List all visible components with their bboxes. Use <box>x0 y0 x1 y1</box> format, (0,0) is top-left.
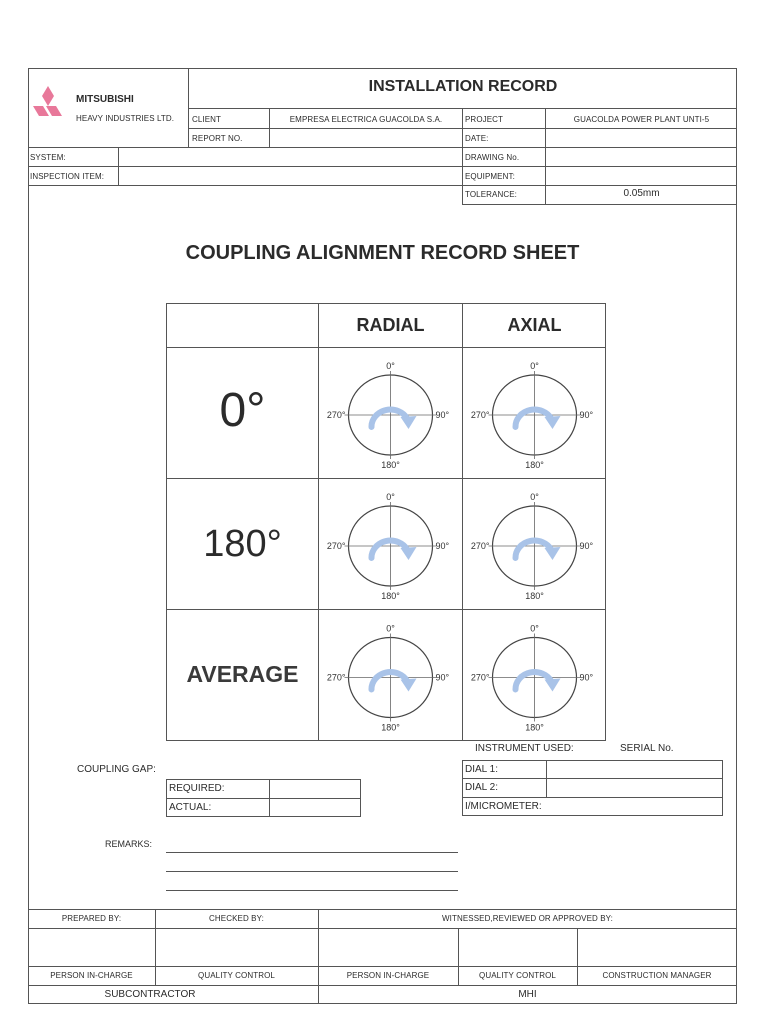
mitsubishi-logo <box>32 84 72 124</box>
role-person-in-charge: PERSON IN-CHARGE <box>346 971 430 980</box>
prepared-by-label: PREPARED BY: <box>61 914 122 923</box>
dial-label-top: 0° <box>386 492 395 502</box>
curved-arrow-icon <box>371 410 416 429</box>
date-label: DATE: <box>465 134 489 143</box>
report-no-label: REPORT NO. <box>192 134 243 143</box>
checked-signature-field[interactable] <box>156 929 317 965</box>
checked-by-label: CHECKED BY: <box>209 914 264 923</box>
role-person-in-charge: PERSON IN-CHARGE <box>50 971 133 980</box>
circular-dial-icon <box>319 348 462 478</box>
coupling-gap-label: COUPLING GAP: <box>77 764 156 775</box>
subcontractor-label: SUBCONTRACTOR <box>104 989 196 1000</box>
inspection-item-label: INSPECTION ITEM: <box>30 172 105 181</box>
dial-label-top: 0° <box>386 361 395 371</box>
system-label: SYSTEM: <box>30 153 66 162</box>
curved-arrow-icon <box>371 541 416 560</box>
client-label: CLIENT <box>192 115 222 124</box>
project-label: PROJECT <box>465 115 504 124</box>
required-label: REQUIRED: <box>169 783 225 794</box>
role-quality-control: QUALITY CONTROL <box>198 971 275 980</box>
circular-dial-icon <box>319 479 462 609</box>
role-quality-control: QUALITY CONTROL <box>479 971 556 980</box>
divider <box>269 779 270 817</box>
divider <box>28 147 737 148</box>
remarks-line[interactable] <box>166 871 458 872</box>
col-header-radial: RADIAL <box>356 315 425 335</box>
micrometer-label: I/MICROMETER: <box>465 801 542 812</box>
divider <box>462 204 737 205</box>
row-label-0: 0° <box>219 384 266 437</box>
circular-dial-icon <box>463 610 606 741</box>
mhi-qc-signature-field[interactable] <box>459 929 576 965</box>
row-label-average: AVERAGE <box>186 661 299 687</box>
dial-label-bottom: 180° <box>381 591 400 601</box>
circular-dial-icon <box>463 479 606 609</box>
dial-label-top: 0° <box>530 492 539 502</box>
actual-field[interactable] <box>271 799 360 816</box>
three-diamonds-logo <box>32 84 72 124</box>
tolerance-label: TOLERANCE: <box>465 190 517 199</box>
remarks-line[interactable] <box>166 852 458 853</box>
curved-arrow-icon <box>515 410 560 429</box>
row-label-180: 180° <box>203 523 282 565</box>
dial-label-bottom: 180° <box>525 591 544 601</box>
col-header-axial: AXIAL <box>507 315 562 335</box>
curved-arrow-icon <box>371 672 416 691</box>
dial-2-label: DIAL 2: <box>465 782 498 793</box>
remarks-line[interactable] <box>166 890 458 891</box>
dial-label-left: 270° <box>326 410 346 420</box>
dial-label-left: 270° <box>326 672 346 683</box>
dial-label-bottom: 180° <box>525 460 544 470</box>
circular-dial-icon <box>319 610 462 741</box>
instrument-used-label: INSTRUMENT USED: <box>475 743 574 754</box>
mhi-label: MHI <box>518 989 537 1000</box>
document-title: INSTALLATION RECORD <box>368 78 558 95</box>
dial-label-bottom: 180° <box>381 722 400 733</box>
dial-label-left: 270° <box>470 672 490 683</box>
remarks-label: REMARKS: <box>105 839 153 849</box>
divider <box>28 966 737 967</box>
curved-arrow-icon <box>515 541 560 560</box>
dial-label-right: 90° <box>579 541 594 551</box>
divider <box>28 985 737 986</box>
mhi-person-signature-field[interactable] <box>319 929 457 965</box>
dial-label-right: 90° <box>435 672 450 683</box>
dial-label-top: 0° <box>386 623 395 634</box>
witnessed-label: WITNESSED,REVIEWED OR APPROVED BY: <box>442 914 613 923</box>
divider <box>546 760 547 797</box>
dial-label-left: 270° <box>470 410 490 420</box>
dial-1-serial-field[interactable] <box>548 761 722 777</box>
dial-label-right: 90° <box>579 672 594 683</box>
divider <box>462 108 463 204</box>
role-construction-manager: CONSTRUCTION MANAGER <box>602 971 712 980</box>
dial-label-top: 0° <box>530 623 539 634</box>
micrometer-serial-field[interactable] <box>562 798 722 815</box>
curved-arrow-icon <box>515 672 560 691</box>
dial-label-left: 270° <box>326 541 346 551</box>
prepared-signature-field[interactable] <box>29 929 154 965</box>
dial-label-bottom: 180° <box>381 460 400 470</box>
dial-label-bottom: 180° <box>525 722 544 733</box>
drawing-no-label: DRAWING No. <box>465 153 520 162</box>
divider <box>188 128 737 129</box>
construction-manager-signature-field[interactable] <box>578 929 736 965</box>
divider <box>28 166 737 167</box>
dial-label-right: 90° <box>435 410 450 420</box>
tolerance-value: 0.05mm <box>623 188 660 199</box>
dial-label-left: 270° <box>470 541 490 551</box>
dial-label-top: 0° <box>530 361 539 371</box>
dial-1-label: DIAL 1: <box>465 764 498 775</box>
equipment-label: EQUIPMENT: <box>465 172 515 181</box>
dial-2-serial-field[interactable] <box>548 779 722 796</box>
project-value: GUACOLDA POWER PLANT UNTI-5 <box>573 115 710 124</box>
dial-label-right: 90° <box>579 410 594 420</box>
company-subtitle: HEAVY INDUSTRIES LTD. <box>76 114 175 123</box>
sheet-title: COUPLING ALIGNMENT RECORD SHEET <box>185 242 580 264</box>
company-name: MITSUBISHI <box>76 94 134 105</box>
circular-dial-icon <box>463 348 606 478</box>
serial-no-label: SERIAL No. <box>620 743 674 754</box>
required-field[interactable] <box>271 780 360 797</box>
client-value: EMPRESA ELECTRICA GUACOLDA S.A. <box>289 115 443 124</box>
dial-label-right: 90° <box>435 541 450 551</box>
divider <box>28 185 737 186</box>
actual-label: ACTUAL: <box>169 802 212 813</box>
